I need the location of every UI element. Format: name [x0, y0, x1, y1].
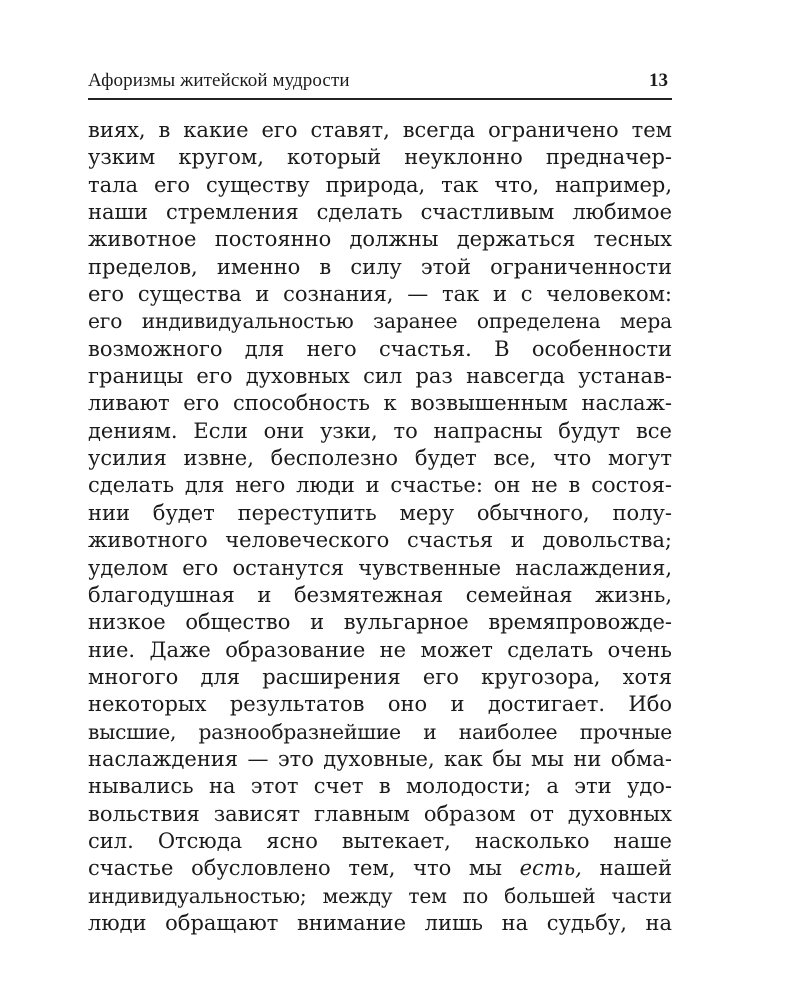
text-line-6: пределов, именно в силу этой ограниченности	[88, 254, 672, 279]
text-line-28	[88, 855, 672, 882]
text-line-9: возможного для него счастья. В особенности	[88, 336, 672, 361]
text-line-10: границы его духовных сил раз навсегда устанав-	[88, 364, 672, 389]
text-line-11: ливают его способность к возвышенным наслаж-	[88, 391, 672, 416]
text-line-2: узким кругом, который неуклонно предначер-	[88, 145, 672, 170]
text-line-27: сил. Отсюда ясно вытекает, насколько наше	[88, 828, 672, 853]
text-line-18: благодушная и безмятежная семейная жизнь,	[88, 582, 672, 607]
text-line-21: многого для расширения его кругозора, хотя	[88, 664, 672, 689]
text-line-13: усилия извне, бесполезно будет все, что могут	[88, 446, 672, 471]
text-line-17: уделом его останутся чувственные наслаждения,	[88, 555, 672, 580]
text-line-28-tail: нашей	[599, 856, 672, 881]
text-line-19: низкое общество и вульгарное времяпровожде-	[88, 610, 672, 635]
text-line-22: некоторых результатов оно и достигает. Ибо	[88, 692, 672, 717]
text-line-14: сделать для него люди и счастье: он не в состоя-	[88, 473, 672, 498]
body-text	[88, 117, 672, 937]
text-line-24: наслаждения — это духовные, как бы мы ни обма-	[88, 746, 672, 771]
text-line-7: его существа и сознания, — так и с человеком:	[88, 282, 672, 307]
emphasized-word: есть,	[519, 856, 582, 881]
text-line-1: виях, в какие его ставят, всегда ограничено тем	[88, 118, 672, 142]
text-line-5: животное постоянно должны держаться тесных	[88, 227, 672, 252]
text-line-28-lead: счастье обусловлено тем, что мы	[88, 856, 502, 881]
text-line-29: индивидуальностью; между тем по большей части	[88, 883, 672, 908]
running-header	[88, 68, 672, 100]
page-number: 13	[649, 70, 668, 91]
text-line-4: наши стремления сделать счастливым любимое	[88, 200, 672, 225]
text-line-3: тала его существу природа, так что, например,	[88, 172, 672, 197]
text-line-15: нии будет переступить меру обычного, полу-	[88, 500, 672, 525]
text-line-8: его индивидуальностью заранее определена мера	[88, 309, 672, 334]
text-line-25: нывались на этот счет в молодости; а эти удо-	[88, 774, 672, 799]
text-line-30: люди обращают внимание лишь на судьбу, на	[88, 910, 672, 935]
text-line-20: ние. Даже образование не может сделать очень	[88, 637, 672, 662]
text-line-26: вольствия зависят главным образом от духовных	[88, 801, 672, 826]
text-line-12: дениям. Если они узки, то напрасны будут все	[88, 418, 672, 443]
book-title: Афоризмы житейской мудрости	[88, 70, 350, 91]
text-line-16: животного человеческого счастья и довольства;	[88, 528, 672, 553]
text-line-23: высшие, разнообразнейшие и наиболее прочные	[88, 719, 672, 744]
